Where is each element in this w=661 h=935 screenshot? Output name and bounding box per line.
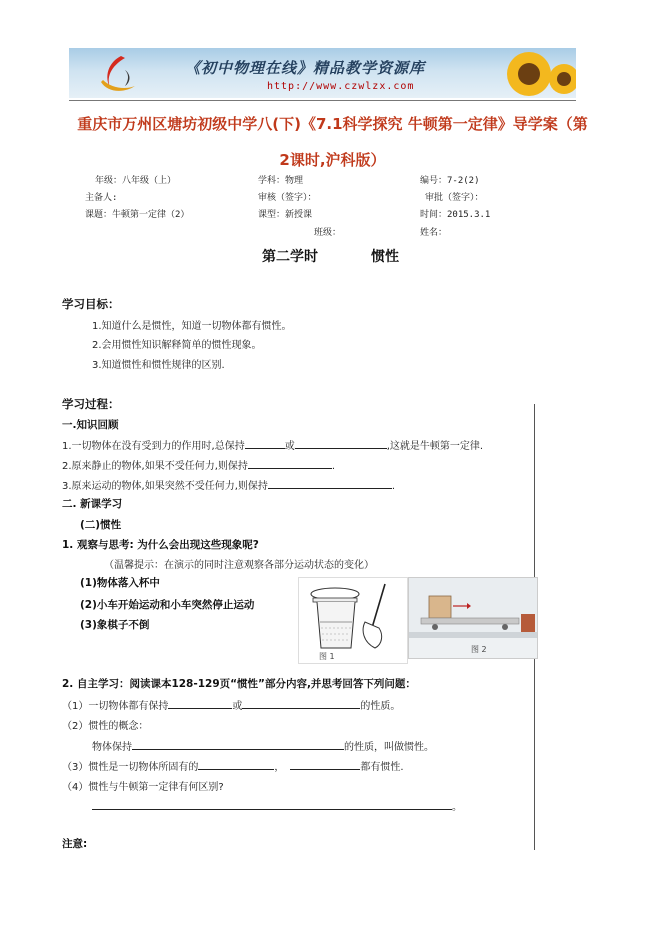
blank[interactable]: [295, 438, 387, 449]
review-q3-text-b: .: [391, 481, 396, 492]
blank[interactable]: [290, 759, 360, 770]
blank[interactable]: [92, 799, 452, 810]
self-study-heading: 2. 自主学习：阅读课本128-129页“惯性”部分内容,并思考回答下列问题：: [62, 678, 416, 690]
blank[interactable]: [242, 698, 360, 709]
blank[interactable]: [245, 438, 285, 449]
self-study-answer-line: [92, 798, 462, 813]
self-study-q3-text-c: 都有惯性.: [360, 762, 404, 773]
self-study-q3-text-a: （3）惯性是一切物体所固有的: [62, 762, 199, 773]
lesson-heading: 第二学时: [262, 249, 318, 265]
goal-item-1: 1.知道什么是惯性，知道一切物体都有惯性。: [92, 321, 292, 332]
document-title: [60, 106, 605, 178]
review-q1-text-a: 1.一切物体在没有受到力的作用时,总保持: [62, 441, 245, 452]
self-study-q4-end: 。: [452, 802, 462, 813]
self-study-question-2: （2）惯性的概念：: [62, 721, 149, 732]
meta-topic: 课题：牛顿第一定律（2）: [85, 210, 190, 220]
self-study-question-2-line: [92, 738, 434, 753]
logo-icon: [91, 52, 149, 96]
cup-and-card-illustration: [299, 578, 407, 663]
meta-approver: 审批（签字）：: [425, 193, 484, 203]
note-label: 注意:: [62, 838, 88, 850]
document-title-line-2: 2课时,沪科版）: [279, 151, 386, 169]
new-lesson-heading: 二. 新课学习: [62, 498, 123, 510]
meta-code: 编号：7-2(2): [420, 176, 480, 186]
document-title-line-1: 重庆市万州区塘坊初级中学八(下)《7.1科学探究 牛顿第一定律》导学案（第: [77, 115, 588, 133]
review-heading: 一.知识回顾: [62, 419, 119, 431]
figure-2-label: 图 2: [471, 645, 487, 654]
self-study-question-1: [62, 697, 400, 712]
meta-class: 班级：: [314, 228, 342, 238]
meta-name: 姓名：: [420, 228, 448, 238]
blank[interactable]: [248, 458, 332, 469]
observe-item-2: (2)小车开始运动和小车突然停止运动: [80, 599, 255, 611]
goal-item-3: 3.知道惯性和惯性规律的区别.: [92, 360, 225, 371]
observe-item-1: (1)物体落入杯中: [80, 577, 160, 589]
review-question-2: [62, 457, 335, 472]
review-q1-text-b: 或: [284, 441, 295, 452]
self-study-question-4: （4）惯性与牛顿第一定律有何区别?: [62, 782, 224, 793]
meta-time: 时间：2015.3.1: [420, 210, 491, 220]
meta-lesson-type: 课型：新授课: [258, 210, 313, 220]
blank[interactable]: [268, 478, 392, 489]
self-study-q2-text-a: 物体保持: [92, 742, 132, 753]
goal-item-2: 2.会用惯性知识解释简单的惯性现象。: [92, 340, 262, 351]
review-q1-text-c: ,这就是牛顿第一定律.: [386, 441, 484, 452]
review-q3-text-a: 3.原来运动的物体,如果突然不受任何力,则保持: [62, 481, 268, 492]
self-study-q2-text-b: 的性质，叫做惯性。: [344, 742, 434, 753]
self-study-q1-text-b: 或: [232, 701, 243, 712]
goals-heading: 学习目标：: [62, 297, 120, 311]
review-question-1: [62, 437, 483, 452]
self-study-q1-text-a: （1）一切物体都有保持: [62, 701, 169, 712]
header-rule: [69, 100, 576, 101]
new-lesson-sub: (二)惯性: [80, 519, 122, 531]
review-q2-text-b: .: [331, 461, 336, 472]
observe-tip: （温馨提示：在演示的同时注意观察各部分运动状态的变化）: [104, 560, 374, 571]
observe-item-3: (3)象棋子不倒: [80, 619, 150, 631]
process-heading: 学习过程：: [62, 397, 120, 411]
review-q2-text-a: 2.原来静止的物体,如果不受任何力,则保持: [62, 461, 248, 472]
sunflower-icon: [499, 48, 576, 98]
meta-subject: 学科：物理: [258, 176, 304, 186]
review-question-3: [62, 477, 395, 492]
header-banner: [69, 48, 576, 98]
banner-url[interactable]: http://www.czwlzx.com: [267, 81, 415, 92]
blank[interactable]: [132, 739, 344, 750]
blank[interactable]: [198, 759, 274, 770]
self-study-question-3: [62, 758, 404, 773]
meta-grade: 年级：八年级（上）: [95, 176, 177, 186]
figure-1: [298, 577, 408, 664]
blank[interactable]: [168, 698, 232, 709]
figure-1-label: 图 1: [319, 652, 335, 661]
figure-2: [408, 577, 538, 659]
meta-reviewer: 审核（签字）：: [258, 193, 317, 203]
self-study-q3-text-b: ，: [274, 762, 285, 773]
banner-title: 《初中物理在线》精品教学资源库: [185, 59, 426, 77]
lesson-topic: 惯性: [371, 249, 399, 265]
self-study-q1-text-c: 的性质。: [360, 701, 401, 712]
observe-heading: 1. 观察与思考: 为什么会出现这些现象呢?: [62, 539, 259, 551]
meta-preparer: 主备人:: [85, 193, 118, 203]
